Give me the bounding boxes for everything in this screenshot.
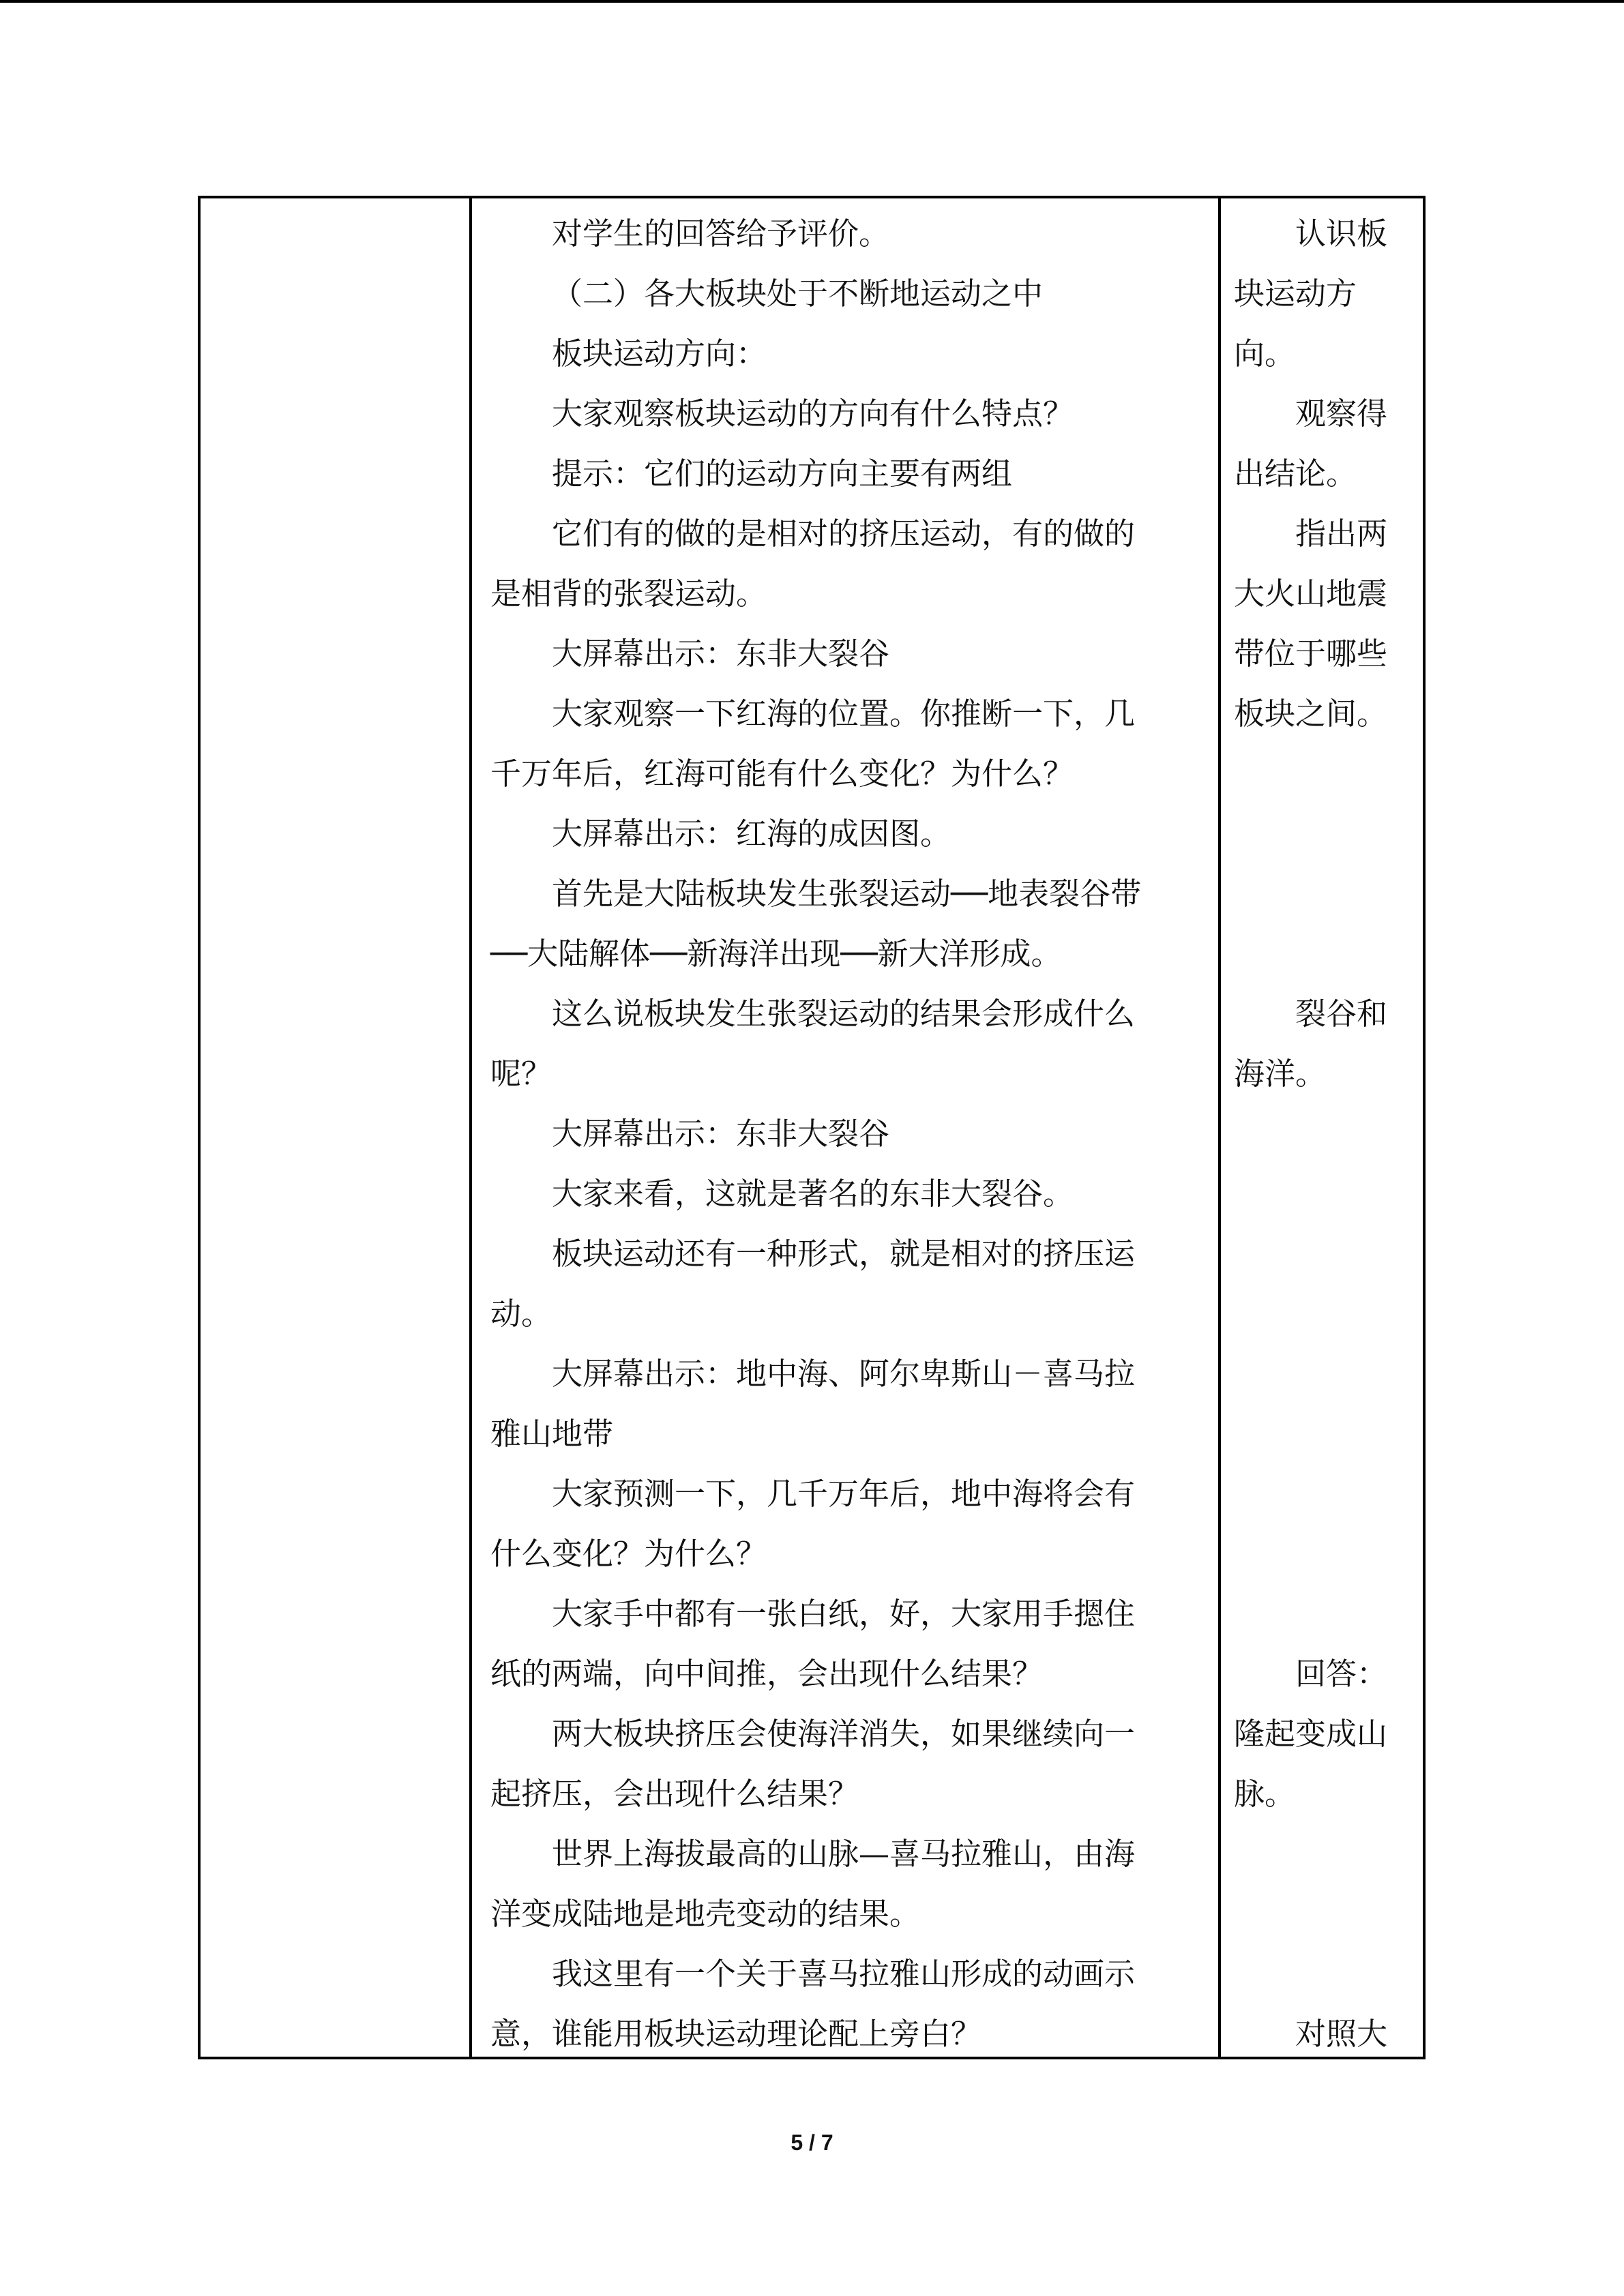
teacher-text-line: 千万年后，红海可能有什么变化？为什么？ — [490, 756, 1074, 792]
teacher-text-line: 板块运动方向： — [552, 336, 767, 372]
teacher-text-line: 呢？ — [490, 1056, 552, 1092]
student-text-line: 板块之间。 — [1234, 696, 1388, 732]
student-text-line: 认识板 — [1295, 215, 1388, 252]
student-text-line: 大火山地震 — [1234, 576, 1388, 612]
teacher-text-line: 大屏幕出示：红海的成因图。 — [552, 816, 951, 852]
teacher-text-line: 动。 — [490, 1296, 552, 1332]
student-text-line: 块运动方 — [1234, 275, 1357, 312]
teacher-text-line: （二）各大板块处于不断地运动之中 — [552, 275, 1044, 312]
teacher-text-line: 大家手中都有一张白纸，好，大家用手摁住 — [552, 1596, 1136, 1632]
teacher-text-line: 意，谁能用板块运动理论配上旁白？ — [490, 2016, 982, 2052]
student-text-line: 对照大 — [1295, 2016, 1388, 2052]
teacher-text-line: 大屏幕出示：东非大裂谷 — [552, 636, 890, 672]
column-divider-right — [1218, 198, 1221, 2057]
teacher-text-line: 世界上海拔最高的山脉—喜马拉雅山，由海 — [552, 1836, 1136, 1872]
teacher-text-line: 大家观察一下红海的位置。你推断一下，几 — [552, 696, 1136, 732]
teacher-text-line: 什么变化？为什么？ — [490, 1536, 767, 1572]
lesson-plan-table — [198, 196, 1426, 2059]
teacher-text-line: 两大板块挤压会使海洋消失，如果继续向一 — [552, 1716, 1136, 1752]
teacher-text-line: 是相背的张裂运动。 — [490, 576, 767, 612]
student-text-line: 隆起变成山 — [1234, 1716, 1388, 1752]
student-text-line: 回答： — [1295, 1656, 1388, 1692]
teacher-text-line: 提示：它们的运动方向主要有两组 — [552, 456, 1013, 492]
top-border-rule — [0, 0, 1624, 3]
teacher-text-line: 大屏幕出示：东非大裂谷 — [552, 1116, 890, 1152]
teacher-text-line: 起挤压，会出现什么结果？ — [490, 1776, 859, 1812]
teacher-text-line: 纸的两端，向中间推，会出现什么结果？ — [490, 1656, 1044, 1692]
teacher-text-line: 洋变成陆地是地壳变动的结果。 — [490, 1896, 921, 1932]
teacher-text-line: 对学生的回答给予评价。 — [552, 215, 890, 252]
student-text-line: 海洋。 — [1234, 1056, 1327, 1092]
student-text-line: 向。 — [1234, 336, 1296, 372]
student-text-line: 脉。 — [1234, 1776, 1296, 1812]
teacher-text-line: 我这里有一个关于喜马拉雅山形成的动画示 — [552, 1956, 1136, 1992]
teacher-text-line: 大屏幕出示：地中海、阿尔卑斯山－喜马拉 — [552, 1356, 1136, 1392]
student-text-line: 观察得 — [1295, 396, 1388, 432]
teacher-text-line: 大家观察板块运动的方向有什么特点？ — [552, 396, 1074, 432]
teacher-text-line: 首先是大陆板块发生张裂运动──地表裂谷带 — [552, 876, 1142, 912]
teacher-text-line: 板块运动还有一种形式，就是相对的挤压运 — [552, 1236, 1136, 1272]
page-number: 5 / 7 — [791, 2130, 833, 2155]
student-text-line: 带位于哪些 — [1234, 636, 1388, 672]
teacher-text-line: 大家来看，这就是著名的东非大裂谷。 — [552, 1176, 1074, 1212]
teacher-text-line: ──大陆解体──新海洋出现──新大洋形成。 — [490, 936, 1062, 972]
teacher-text-line: 它们有的做的是相对的挤压运动，有的做的 — [552, 516, 1136, 552]
student-text-line: 出结论。 — [1234, 456, 1357, 492]
teacher-text-line: 这么说板块发生张裂运动的结果会形成什么 — [552, 996, 1136, 1032]
teacher-text-line: 雅山地带 — [490, 1416, 614, 1452]
teacher-text-line: 大家预测一下，几千万年后，地中海将会有 — [552, 1476, 1136, 1512]
student-text-line: 指出两 — [1295, 516, 1388, 552]
column-divider-left — [469, 198, 472, 2057]
student-text-line: 裂谷和 — [1295, 996, 1388, 1032]
